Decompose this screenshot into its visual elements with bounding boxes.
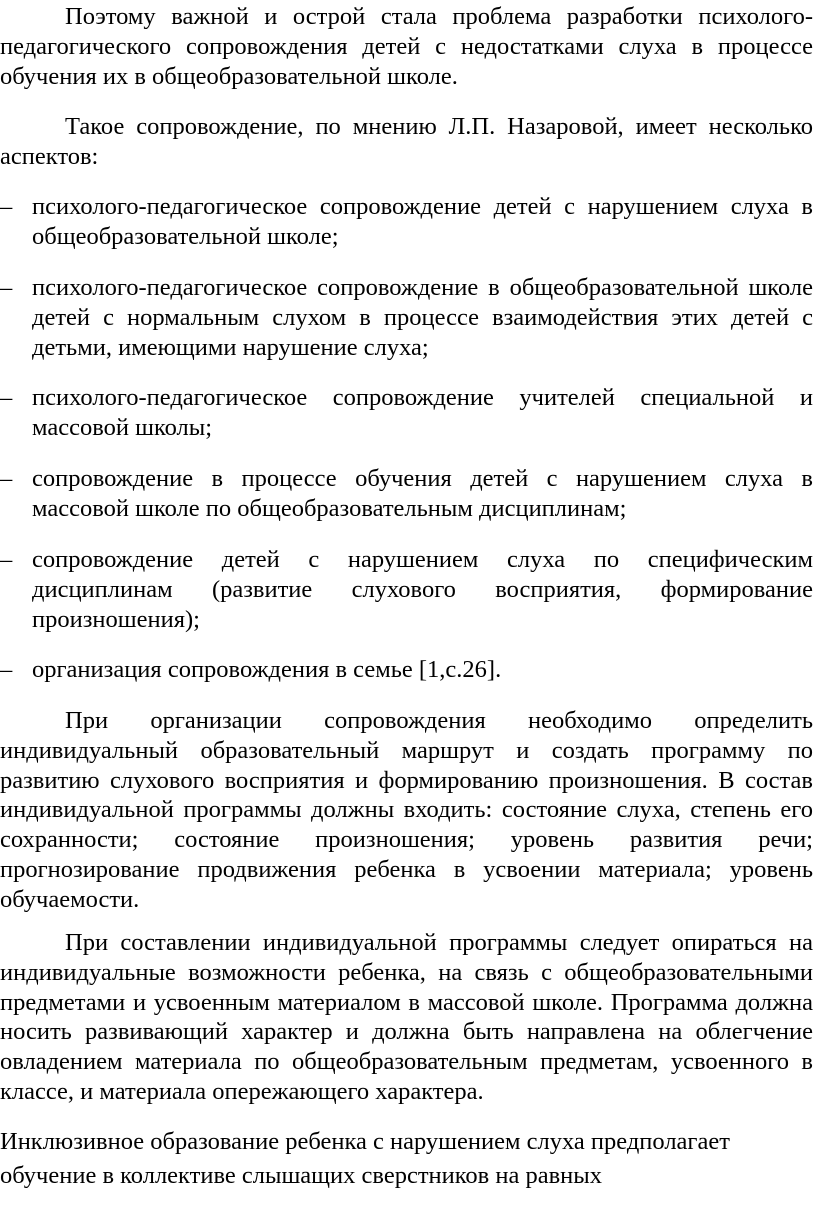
list-item-text: психолого-педагогическое сопровождение учителей специальной и массовой школы;	[32, 384, 813, 441]
list-dash: –	[0, 656, 13, 683]
list-dash: –	[0, 465, 13, 492]
list-item-text: организация сопровождения в семье [1,с.26].	[32, 656, 502, 683]
list-dash: –	[0, 384, 13, 411]
paragraph-intro: Поэтому важной и острой стала проблема разработки психолого-педагогического сопровождения детей с недостатками слуха в процессе обучения их в общеобразовательной школе.	[0, 3, 813, 90]
list-dash: –	[0, 193, 13, 220]
list-item	[0, 464, 813, 524]
list-dash: –	[0, 546, 13, 573]
list-dash: –	[0, 274, 13, 301]
list-item	[0, 192, 813, 252]
list-item-text: психолого-педагогическое сопровождение детей с нарушением слуха в общеобразовательной школе;	[32, 193, 813, 250]
paragraph-program-design: При составлении индивидуальной программы следует опираться на индивидуальные возможности ребенка, на связь с общеобразовательными предметами и усвоенным материалом в массовой школе. Программа должна носить развивающий характер и должна быть направлена на облегчение овладением материала по общеобразовательным предметам, усвоенного в классе, и материала опережающего характера.	[0, 929, 813, 1105]
paragraph-individual-route: При организации сопровождения необходимо определить индивидуальный образовательный маршрут и создать программу по развитию слухового восприятия и формированию произношения. В состав индивидуальной программы должны входить: состояние слуха, степень его сохранности; состояние произношения; уровень развития речи; прогнозирование продвижения ребенка в усвоении материала; уровень обучаемости.	[0, 707, 813, 913]
paragraph-aspects-lead: Такое сопровождение, по мнению Л.П. Назаровой, имеет несколько аспектов:	[0, 113, 813, 170]
paragraph-inclusive-line-2: обучение в коллективе слышащих сверстников на равных	[0, 1162, 602, 1189]
list-item	[0, 545, 813, 634]
list-item	[0, 655, 813, 685]
list-item-text: сопровождение детей с нарушением слуха по специфическим дисциплинам (развитие слухового восприятия, формирование произношения);	[32, 546, 813, 633]
list-item-text: сопровождение в процессе обучения детей с нарушением слуха в массовой школе по общеобразовательным дисциплинам;	[32, 465, 813, 522]
list-item	[0, 383, 813, 443]
list-item	[0, 273, 813, 362]
list-item-text: психолого-педагогическое сопровождение в общеобразовательной школе детей с нормальным слухом в процессе взаимодействия этих детей с детьми, имеющими нарушение слуха;	[32, 274, 813, 361]
paragraph-inclusive-line-1: Инклюзивное образование ребенка с нарушением слуха предполагает	[0, 1128, 730, 1155]
